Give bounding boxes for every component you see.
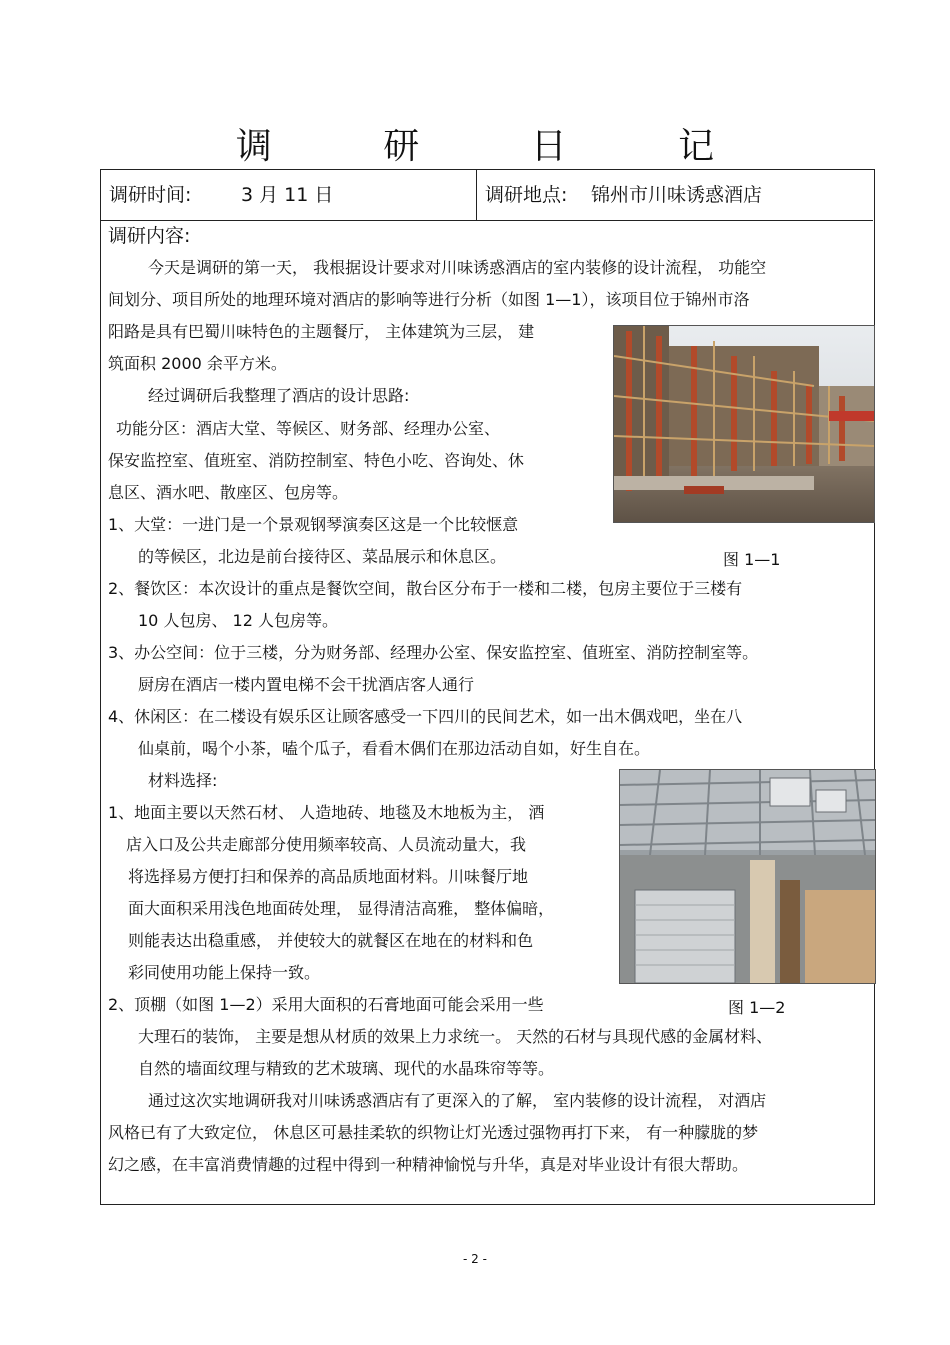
- page-title: 调 研 日 记: [235, 126, 765, 167]
- body-line: 仙桌前，喝个小茶，嗑个瓜子，看看木偶们在那边活动自如，好生自在。: [138, 739, 651, 758]
- body-line: 2、餐饮区：本次设计的重点是餐饮空间，散台区分布于一楼和二楼，包房主要位于三楼有: [108, 579, 743, 598]
- place-value: 锦州市川味诱惑酒店: [591, 184, 763, 206]
- body-line: 风格已有了大致定位， 休息区可悬挂柔软的织物让灯光透过强物再打下来， 有一种朦胧的梦: [108, 1123, 759, 1142]
- page-number: - 2 -: [463, 1252, 487, 1266]
- body-line: 厨房在酒店一楼内置电梯不会干扰酒店客人通行: [138, 675, 475, 694]
- body-line: 保安监控室、值班室、消防控制室、特色小吃、咨询处、休: [108, 451, 525, 470]
- body-line: 10 人包房、 12 人包房等。: [138, 611, 338, 630]
- body-line: 2、顶棚（如图 1—2）采用大面积的石膏地面可能会采用一些: [108, 995, 544, 1014]
- header-row: [101, 170, 873, 221]
- figure-caption: 图 1—2: [728, 998, 786, 1017]
- body-line: 今天是调研的第一天， 我根据设计要求对川味诱惑酒店的室内装修的设计流程， 功能空: [148, 258, 767, 277]
- body-line: 通过这次实地调研我对川味诱惑酒店有了更深入的了解， 室内装修的设计流程， 对酒店: [148, 1091, 767, 1110]
- body-line: 大理石的装饰， 主要是想从材质的效果上力求统一。 天然的石材与具现代感的金属材料、: [138, 1027, 773, 1046]
- time-value: 3 月 11 日: [241, 184, 334, 206]
- body-line: 筑面积 2000 余平方米。: [108, 354, 287, 373]
- body-line: 材料选择:: [148, 771, 218, 790]
- body-line: 经过调研后我整理了酒店的设计思路:: [148, 386, 410, 405]
- time-cell: [101, 170, 477, 220]
- body-line: 将选择易方便打扫和保养的高品质地面材料。川味餐厅地: [128, 867, 529, 886]
- content-label: 调研内容:: [108, 225, 191, 247]
- figure-caption: 图 1—1: [723, 550, 781, 569]
- body-line: 4、休闲区：在二楼设有娱乐区让顾客感受一下四川的民间艺术，如一出木偶戏吧，坐在八: [108, 707, 743, 726]
- body-line: 自然的墙面纹理与精致的艺术玻璃、现代的水晶珠帘等等。: [138, 1059, 555, 1078]
- body-line: 间划分、项目所处的地理环境对酒店的影响等进行分析（如图 1—1），该项目位于锦州市洛: [108, 290, 750, 309]
- body-line: 阳路是具有巴蜀川味特色的主题餐厅， 主体建筑为三层， 建: [108, 322, 535, 341]
- body-line: 店入口及公共走廊部分使用频率较高、人员流动量大，我: [126, 835, 527, 854]
- place-label: 调研地点:: [485, 184, 568, 206]
- time-label: 调研时间:: [109, 184, 192, 206]
- body-line: 幻之感，在丰富消费情趣的过程中得到一种精神愉悦与升华，真是对毕业设计有很大帮助。: [108, 1155, 749, 1174]
- construction-photo: [613, 325, 875, 523]
- body-line: 1、地面主要以天然石材、 人造地砖、地毯及木地板为主， 酒: [108, 803, 545, 822]
- body-line: 3、办公空间：位于三楼，分为财务部、经理办公室、保安监控室、值班室、消防控制室等。: [108, 643, 759, 662]
- body-line: 则能表达出稳重感， 并使较大的就餐区在地在的材料和色: [128, 931, 534, 950]
- body-line: 的等候区，北边是前台接待区、菜品展示和休息区。: [138, 547, 507, 566]
- body-line: 面大面积采用浅色地面砖处理， 显得清洁高雅， 整体偏暗，: [128, 899, 555, 918]
- body-line: 彩同使用功能上保持一致。: [128, 963, 321, 982]
- body-line: 功能分区：酒店大堂、等候区、财务部、经理办公室、: [116, 419, 501, 438]
- ceiling-photo: [619, 769, 876, 984]
- body-line: 1、大堂：一进门是一个景观钢琴演奏区这是一个比较惬意: [108, 515, 519, 534]
- body-line: 息区、酒水吧、散座区、包房等。: [108, 483, 349, 502]
